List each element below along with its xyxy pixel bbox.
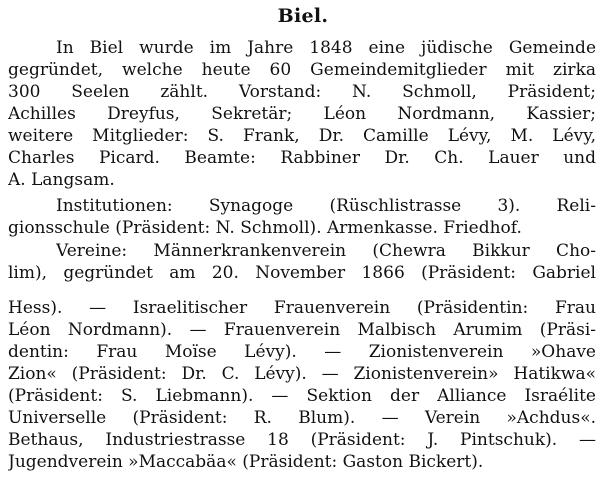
text-line: 300 Seelen zählt. Vorstand: N. Schmoll, Präsident; [8,82,596,102]
text-line: A. Langsam. [8,170,115,190]
text-line: Institutionen: Synagoge (Rüschlistrasse 3). Reli- [56,196,596,216]
text-line: Jugendverein »Maccabäa« (Präsident: Gaston Bickert). [8,452,484,472]
text-line: weitere Mitglieder: S. Frank, Dr. Camille Lévy, M. Lévy, [8,126,596,146]
text-line: Zion« (Präsident: Dr. C. Lévy). — Zionistenverein» Hatikwa« [8,364,596,384]
text-line: Hess). — Israelitischer Frauenverein (Präsidentin: Frau [8,298,596,318]
page-title: Biel. [277,5,329,27]
text-line: Bethaus, Industriestrasse 18 (Präsident: J. Pintschuk). — [8,430,596,450]
text-line: gionsschule (Präsident: N. Schmoll). Armenkasse. Friedhof. [8,218,522,238]
text-line: gegründet, welche heute 60 Gemeindemitglieder mit zirka [8,60,596,80]
text-line: In Biel wurde im Jahre 1848 eine jüdische Gemeinde [56,38,596,58]
text-line: dentin: Frau Moïse Lévy). — Zionistenverein »Ohave [8,342,596,362]
text-line: Universelle (Präsident: R. Blum). — Verein »Achdus«. [8,408,596,428]
text-line: Charles Picard. Beamte: Rabbiner Dr. Ch. Lauer und [8,148,596,168]
text-line: lim), gegründet am 20. November 1866 (Präsident: Gabriel [8,263,596,283]
text-line: (Präsident: S. Liebmann). — Sektion der Alliance Israélite [8,386,596,406]
text-line: Achilles Dreyfus, Sekretär; Léon Nordmann, Kassier; [8,104,596,124]
text-line: Léon Nordmann). — Frauenverein Malbisch Arumim (Präsi- [8,320,596,340]
text-line: Vereine: Männerkrankenverein (Chewra Bikkur Cho- [56,241,596,261]
